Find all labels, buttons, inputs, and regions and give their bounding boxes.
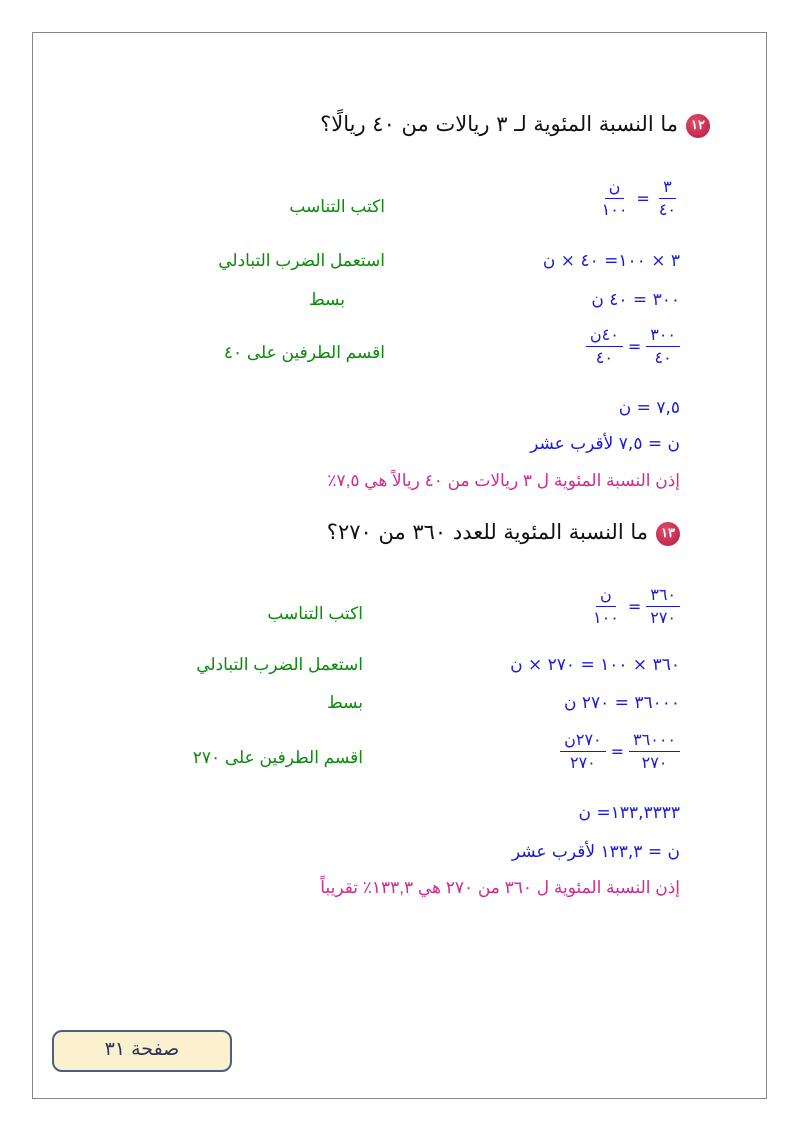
question-13	[327, 520, 680, 546]
step-note-proportion: اكتب التناسب	[267, 604, 363, 623]
denominator: ١٠٠	[601, 200, 628, 219]
fraction-left	[646, 586, 680, 627]
step-note-simplify: بسط	[326, 693, 363, 712]
numerator: ن	[605, 178, 625, 199]
fraction-right	[589, 586, 623, 627]
equals-sign: =	[636, 189, 650, 208]
step-note-cross-multiply: استعمل الضرب التبادلي	[196, 655, 363, 674]
step-note-simplify: بسط	[308, 290, 345, 309]
denominator: ٢٧٠	[641, 753, 668, 772]
fraction-right	[560, 731, 606, 772]
question-number-badge: ١٢	[686, 114, 710, 138]
denominator: ٢٧٠	[650, 608, 676, 627]
numerator: ٢٧٠ن	[560, 731, 606, 752]
numerator: ن	[596, 586, 616, 607]
question-text: ما النسبة المئوية لـ ٣ ريالات من ٤٠ ريالًا؟	[320, 112, 678, 136]
result-equation: ١٣٣,٣٣٣٣= ن	[578, 803, 680, 823]
question-number-badge: ١٣	[656, 522, 680, 546]
page-number-box	[52, 1030, 232, 1072]
simplify-equation: ٣٠٠ = ٤٠ ن	[591, 290, 680, 310]
denominator: ١٠٠	[593, 608, 619, 627]
question-12	[320, 112, 710, 138]
rounded-result: ن = ١٣٣,٣ لأقرب عشر	[511, 842, 680, 862]
denominator: ٤٠	[654, 348, 672, 367]
numerator: ٣٦٠٠٠	[629, 731, 680, 752]
conclusion-13: إذن النسبة المئوية ل ٣٦٠ من ٢٧٠ هي ١٣٣,٣٪ تقريباً	[320, 878, 680, 897]
equals-sign: =	[610, 742, 625, 761]
equals-sign: =	[627, 597, 642, 616]
step-note-proportion: اكتب التناسب	[289, 197, 385, 216]
fraction-left	[646, 326, 680, 367]
divide-equation	[586, 326, 680, 367]
page-number-label: صفحة ٣١	[104, 1038, 180, 1060]
proportion-equation	[589, 586, 680, 627]
step-note-divide: اقسم الطرفين على ٤٠	[223, 343, 385, 362]
denominator: ٤٠	[595, 348, 613, 367]
step-note-cross-multiply: استعمل الضرب التبادلي	[218, 251, 385, 270]
proportion-equation	[598, 178, 680, 219]
numerator: ٤٠ن	[586, 326, 623, 347]
conclusion-12: إذن النسبة المئوية ل ٣ ريالات من ٤٠ ريالاً هي ٧,٥٪	[327, 471, 680, 490]
denominator: ٤٠	[658, 200, 676, 219]
equals-sign: =	[627, 337, 642, 356]
fraction-left	[629, 731, 680, 772]
cross-multiply-equation: ٣٦٠ × ١٠٠ = ٢٧٠ × ن	[510, 655, 680, 675]
step-note-divide: اقسم الطرفين على ٢٧٠	[192, 748, 363, 767]
question-text: ما النسبة المئوية للعدد ٣٦٠ من ٢٧٠؟	[326, 520, 648, 544]
fraction-right	[598, 178, 632, 219]
cross-multiply-equation: ٣ × ١٠٠= ٤٠ × ن	[542, 251, 680, 271]
numerator: ٣٦٠	[646, 586, 680, 607]
fraction-left	[655, 178, 680, 219]
fraction-right	[586, 326, 623, 367]
simplify-equation: ٣٦٠٠٠ = ٢٧٠ ن	[563, 693, 680, 713]
result-equation: ٧,٥ = ن	[618, 398, 680, 418]
divide-equation	[560, 731, 680, 772]
denominator: ٢٧٠	[569, 753, 596, 772]
numerator: ٣	[659, 178, 676, 199]
numerator: ٣٠٠	[646, 326, 680, 347]
rounded-result: ن = ٧,٥ لأقرب عشر	[530, 434, 680, 454]
